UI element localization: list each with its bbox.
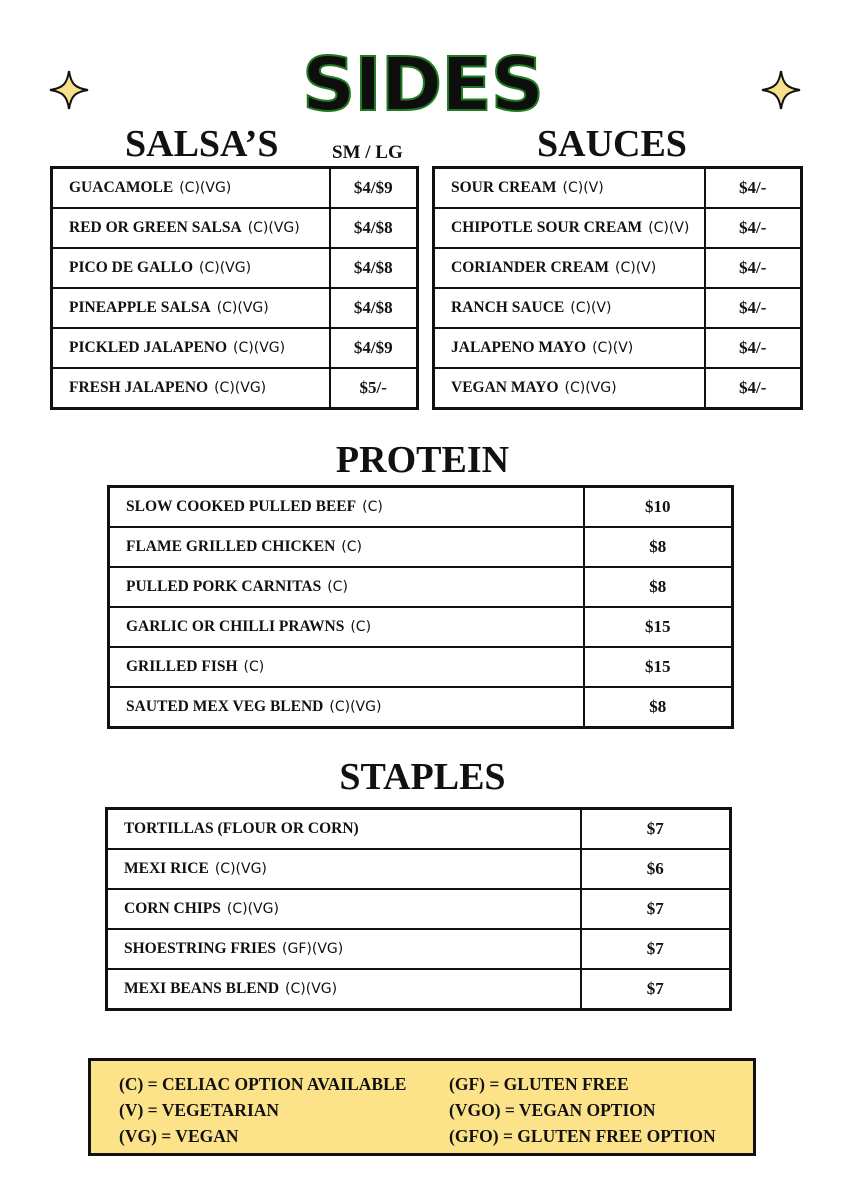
menu-item-name: SAUTED MEX VEG BLEND xyxy=(126,698,324,715)
menu-item-name: MEXI RICE xyxy=(124,860,209,877)
menu-row xyxy=(434,208,802,248)
dietary-tag: (C)(VG) xyxy=(285,981,338,997)
menu-item-name-cell xyxy=(109,567,584,607)
salsas-heading: SALSA’S xyxy=(125,123,279,165)
dietary-tag: (C)(VG) xyxy=(179,180,232,196)
menu-item-price: $8 xyxy=(584,687,733,728)
menu-row xyxy=(109,687,733,728)
menu-row xyxy=(52,248,418,288)
menu-row xyxy=(107,929,731,969)
menu-item-name-cell xyxy=(434,328,705,368)
menu-item-name: RED OR GREEN SALSA xyxy=(69,219,242,236)
menu-item-name: PICKLED JALAPENO xyxy=(69,339,228,356)
menu-item-price: $15 xyxy=(584,647,733,687)
legend-entry: (GFO) = GLUTEN FREE OPTION xyxy=(449,1126,716,1146)
dietary-tag: (C)(VG) xyxy=(199,260,252,276)
menu-item-price: $8 xyxy=(584,527,733,567)
menu-item-price: $15 xyxy=(584,607,733,647)
menu-row xyxy=(52,168,418,209)
legend-entry: (VG) = VEGAN xyxy=(119,1126,239,1146)
menu-item-name: GRILLED FISH xyxy=(126,658,238,675)
menu-item-price: $4/$8 xyxy=(330,208,418,248)
menu-item-name-cell xyxy=(109,527,584,567)
menu-item-price: $4/- xyxy=(705,288,802,328)
menu-row xyxy=(109,647,733,687)
dietary-tag: (C)(VG) xyxy=(214,861,267,877)
menu-item-price: $4/- xyxy=(705,168,802,209)
sparkle-icon xyxy=(761,70,801,110)
menu-item-name-cell xyxy=(52,328,330,368)
dietary-tag: (C) xyxy=(341,539,362,555)
menu-item-name-cell xyxy=(107,929,581,969)
legend-entry: (VGO) = VEGAN OPTION xyxy=(449,1100,656,1120)
menu-row xyxy=(109,487,733,528)
dietary-tag: (C) xyxy=(327,579,348,595)
menu-item-name-cell xyxy=(52,368,330,409)
menu-item-name-cell xyxy=(434,208,705,248)
menu-item-name-cell xyxy=(107,849,581,889)
menu-row xyxy=(434,328,802,368)
dietary-tag: (GF)(VG) xyxy=(282,941,344,957)
menu-row xyxy=(107,969,731,1010)
menu-row xyxy=(107,809,731,850)
menu-row xyxy=(109,607,733,647)
menu-item-price: $6 xyxy=(581,849,731,889)
menu-item-name-cell xyxy=(52,168,330,209)
menu-item-name: MEXI BEANS BLEND xyxy=(124,980,280,997)
dietary-tag: (C)(VG) xyxy=(214,380,267,396)
menu-item-name-cell xyxy=(434,168,705,209)
menu-item-name: PICO DE GALLO xyxy=(69,259,194,276)
menu-item-price: $4/- xyxy=(705,208,802,248)
menu-item-price: $4/- xyxy=(705,248,802,288)
menu-item-price: $5/- xyxy=(330,368,418,409)
dietary-tag: (C)(V) xyxy=(592,340,634,356)
menu-row xyxy=(434,288,802,328)
sauces-heading: SAUCES xyxy=(537,123,687,165)
menu-item-name-cell xyxy=(107,969,581,1010)
menu-item-price: $4/- xyxy=(705,328,802,368)
page-title: SIDES xyxy=(301,42,544,128)
protein-heading: PROTEIN xyxy=(335,439,510,481)
menu-item-price: $7 xyxy=(581,809,731,850)
menu-item-price: $4/- xyxy=(705,368,802,409)
menu-item-name-cell xyxy=(434,288,705,328)
staples-heading: STAPLES xyxy=(339,756,506,798)
menu-item-price: $4/$8 xyxy=(330,248,418,288)
menu-item-name-cell xyxy=(434,248,705,288)
menu-item-name: SLOW COOKED PULLED BEEF xyxy=(126,498,357,515)
menu-item-name-cell xyxy=(107,809,581,850)
menu-item-name-cell xyxy=(52,208,330,248)
menu-row xyxy=(107,889,731,929)
menu-item-price: $10 xyxy=(584,487,733,528)
menu-item-name-cell xyxy=(434,368,705,409)
menu-item-price: $4/$9 xyxy=(330,168,418,209)
sauces-table xyxy=(432,166,803,410)
menu-item-name: JALAPENO MAYO xyxy=(451,339,587,356)
menu-item-name: CORIANDER CREAM xyxy=(451,259,610,276)
menu-row xyxy=(109,527,733,567)
dietary-tag: (C) xyxy=(350,619,372,635)
menu-row xyxy=(52,328,418,368)
menu-item-name-cell xyxy=(109,487,584,528)
legend-entry: (C) = CELIAC OPTION AVAILABLE xyxy=(119,1074,407,1094)
dietary-tag: (C)(VG) xyxy=(564,380,617,396)
legend-entry: (GF) = GLUTEN FREE xyxy=(449,1074,629,1094)
menu-item-name-cell xyxy=(109,647,584,687)
menu-item-price: $7 xyxy=(581,889,731,929)
menu-row xyxy=(434,368,802,409)
dietary-tag: (C)(V) xyxy=(648,220,690,236)
menu-item-price: $8 xyxy=(584,567,733,607)
dietary-tag: (C)(V) xyxy=(562,180,604,196)
legend-entry: (V) = VEGETARIAN xyxy=(119,1100,280,1120)
menu-item-price: $7 xyxy=(581,929,731,969)
staples-table xyxy=(105,807,732,1011)
dietary-tag: (C)(VG) xyxy=(233,340,286,356)
menu-item-name: RANCH SAUCE xyxy=(451,299,565,316)
menu-item-name: PINEAPPLE SALSA xyxy=(69,299,211,316)
menu-item-name-cell xyxy=(52,248,330,288)
salsas-table xyxy=(50,166,419,410)
menu-item-name-cell xyxy=(107,889,581,929)
menu-item-name: CHIPOTLE SOUR CREAM xyxy=(451,219,643,236)
menu-item-name-cell xyxy=(109,607,584,647)
menu-item-name: CORN CHIPS xyxy=(124,900,221,917)
menu-item-name: GUACAMOLE xyxy=(69,179,174,196)
menu-row xyxy=(52,368,418,409)
menu-item-name: SOUR CREAM xyxy=(451,179,557,196)
menu-row xyxy=(434,248,802,288)
dietary-tag: (C)(VG) xyxy=(247,220,300,236)
menu-item-price: $7 xyxy=(581,969,731,1010)
dietary-tag: (C)(VG) xyxy=(216,300,269,316)
dietary-legend xyxy=(88,1058,756,1156)
menu-item-name: VEGAN MAYO xyxy=(451,379,559,396)
sparkle-icon xyxy=(49,70,89,110)
menu-item-name: GARLIC OR CHILLI PRAWNS xyxy=(126,618,345,635)
menu-item-name-cell xyxy=(52,288,330,328)
menu-row xyxy=(434,168,802,209)
size-header: SM / LG xyxy=(332,142,403,163)
dietary-tag: (C) xyxy=(362,499,383,515)
menu-item-name: TORTILLAS (FLOUR OR CORN) xyxy=(124,820,359,837)
menu-item-price: $4/$8 xyxy=(330,288,418,328)
menu-item-price: $4/$9 xyxy=(330,328,418,368)
menu-item-name-cell xyxy=(109,687,584,728)
menu-row xyxy=(52,288,418,328)
protein-table xyxy=(107,485,734,729)
menu-item-name: SHOESTRING FRIES xyxy=(124,940,277,957)
menu-item-name: FLAME GRILLED CHICKEN xyxy=(126,538,336,555)
menu-item-name: FRESH JALAPENO xyxy=(69,379,209,396)
dietary-tag: (C)(V) xyxy=(570,300,612,316)
dietary-tag: (C) xyxy=(243,659,265,675)
menu-row xyxy=(52,208,418,248)
dietary-tag: (C)(VG) xyxy=(226,901,279,917)
dietary-tag: (C)(V) xyxy=(615,260,657,276)
dietary-tag: (C)(VG) xyxy=(329,699,382,715)
menu-row xyxy=(109,567,733,607)
menu-item-name: PULLED PORK CARNITAS xyxy=(126,578,322,595)
menu-row xyxy=(107,849,731,889)
